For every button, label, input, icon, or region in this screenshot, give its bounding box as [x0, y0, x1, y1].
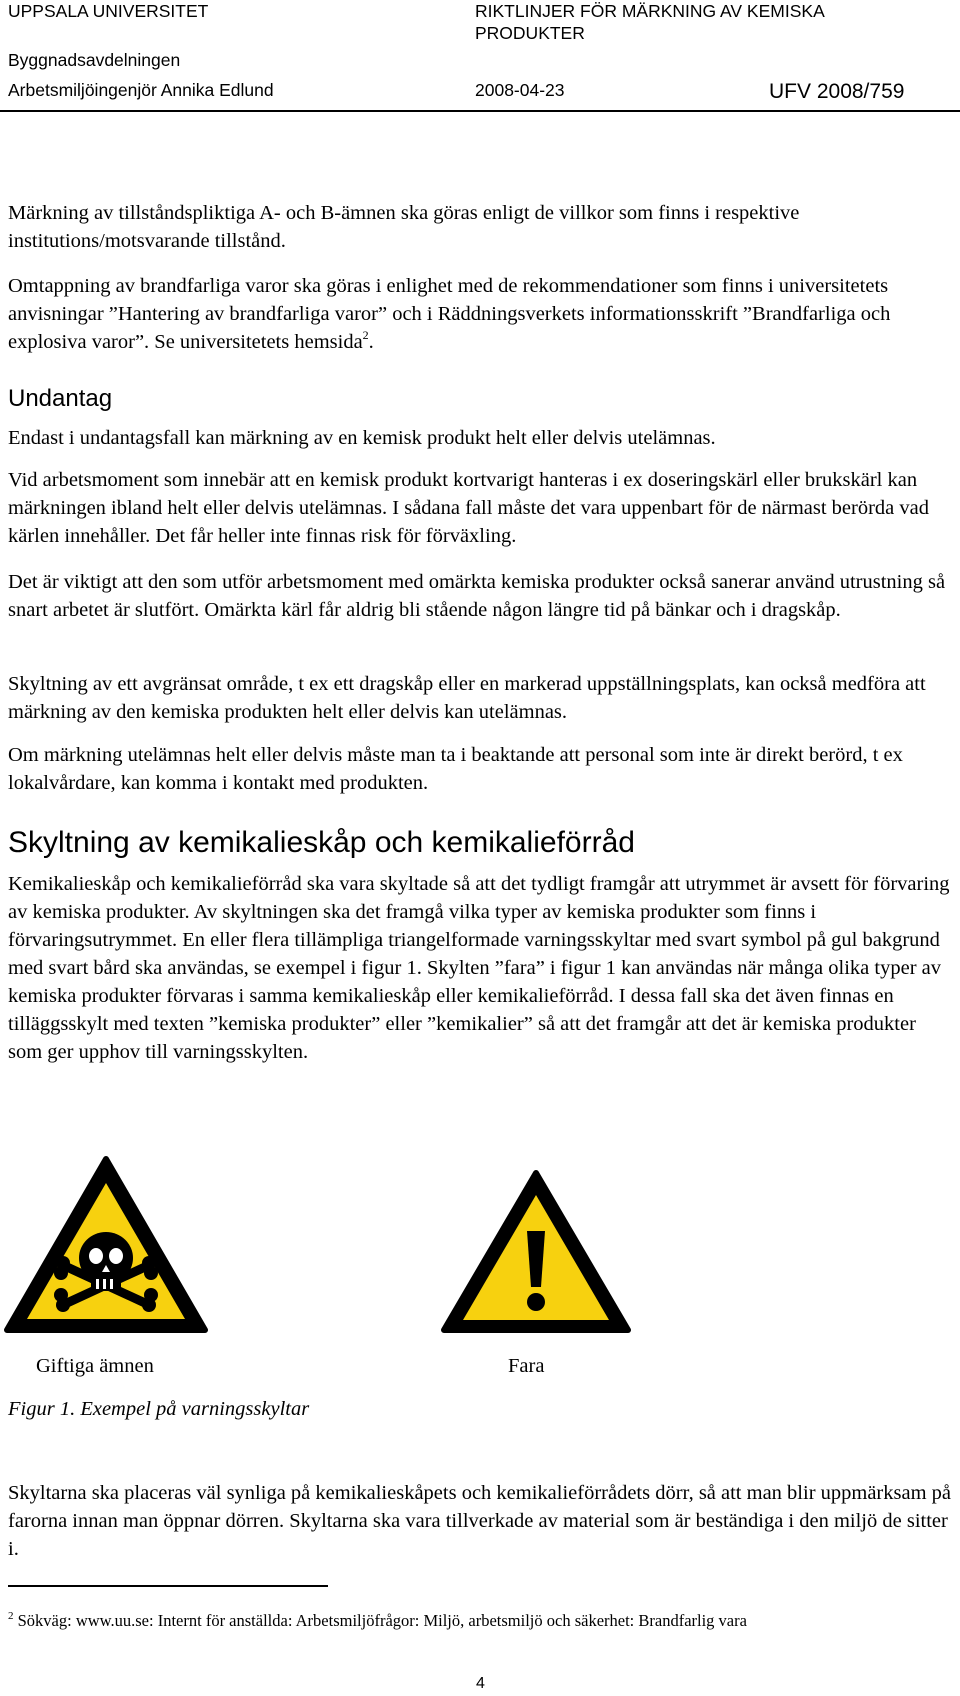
paragraph-omrade: Skyltning av ett avgränsat område, t ex ett dragskåp eller en markerad uppställningsplats, kan också medföra att märkning av den kemiska produkten helt eller delvis kan utelämnas. — [8, 673, 926, 723]
page-number: 4 — [476, 1675, 485, 1692]
sign-label-giftiga: Giftiga ämnen — [36, 1355, 154, 1377]
document-date: 2008-04-23 — [475, 80, 565, 100]
university-name: UPPSALA UNIVERSITET — [8, 1, 209, 21]
figure-caption: Figur 1. Exempel på varningsskyltar — [8, 1398, 310, 1420]
paragraph-placering: Skyltarna ska placeras väl synliga på kemikalieskåpets och kemikalieförrådets dörr, så att man blir uppmärksam på farorna innan man öppnar dörren. Skyltarna ska vara tillverkade av material som är beständiga i den miljö de sitter i. — [8, 1482, 952, 1560]
paragraph-omtappning — [8, 272, 954, 356]
footnote — [8, 1610, 747, 1632]
paragraph-kemikalieskap: Kemikalieskåp och kemikalieförråd ska vara skyltade så att det tydligt framgår att utrymmet är avsett för förvaring av kemiska produkter. Av skyltningen ska det framgå vilka typer av kemiska produkter som finns i förvaringsutrymmet. En eller flera tillämpliga triangelformade varningsskyltar med svart symbol på gul bakgrund med svart bård ska användas, se exempel i figur 1. Skylten ”fara” i figur 1 kan användas när många olika typer av kemiska produkter förvaras i samma kemikalieskåp eller kemikalieförråd. I dessa fall ska det även finnas en tilläggsskylt med texten ”kemiska produkter” eller ”kemikalier” så att det framgår att det är kemiska produkter som ger upphov till varningsskylten. — [8, 873, 950, 1063]
paragraph-tillstand: Märkning av tillståndspliktiga A- och B-ämnen ska göras enligt de villkor som finns i respektive institutions/motsvarande tillstånd. — [8, 202, 800, 252]
footnote-reference: 2 — [362, 328, 369, 342]
document-title: RIKTLINJER FÖR MÄRKNING AV KEMISKA PRODUKTER — [475, 1, 824, 43]
footnote-divider — [8, 1585, 328, 1587]
footnote-text: Sökväg: www.uu.se: Internt för anställda: Arbetsmiljöfrågor: Miljö, arbetsmiljö och säkerhet: Brandfarlig vara — [17, 1611, 747, 1630]
paragraph-arbetsmoment: Vid arbetsmoment som innebär att en kemisk produkt kortvarigt hanteras i ex doseringskärl eller brukskärl kan märkningen ibland helt eller delvis utelämnas. I sådana fall måste det vara uppenbart för de närmast berörda vad kärlen innehåller. Det får heller inte finnas risk för förväxling. — [8, 469, 930, 547]
header-divider — [0, 110, 960, 112]
heading-undantag: Undantag — [8, 385, 113, 412]
danger-warning-sign — [440, 1169, 632, 1335]
heading-skyltning: Skyltning av kemikalieskåp och kemikalieförråd — [8, 826, 635, 859]
paragraph-omtappning-end: . — [368, 331, 374, 353]
footnote-number: 2 — [8, 1610, 14, 1622]
poison-warning-sign — [3, 1155, 209, 1335]
paragraph-beaktande: Om märkning utelämnas helt eller delvis måste man ta i beaktande att personal som inte är direkt berörd, t ex lokalvårdare, kan komma i kontakt med produkten. — [8, 744, 903, 794]
document-reference: UFV 2008/759 — [769, 80, 905, 103]
author-name: Arbetsmiljöingenjör Annika Edlund — [8, 80, 274, 100]
paragraph-sanering: Det är viktigt att den som utför arbetsmoment med omärkta kemiska produkter också sanerar använd utrustning så snart arbetet är slutfört. Omärkta kärl får aldrig bli stående någon längre tid på bänkar och i dragskåp. — [8, 571, 946, 621]
paragraph-undantag: Endast i undantagsfall kan märkning av en kemisk produkt helt eller delvis utelämnas. — [8, 427, 716, 449]
sign-label-fara: Fara — [508, 1355, 545, 1377]
paragraph-omtappning-text: Omtappning av brandfarliga varor ska göras i enlighet med de rekommendationer som finns i universitetets anvisningar ”Hantering av brandfarliga varor” och i Räddningsverkets informationsskrift ”Brandfarliga och explosiva varor”. Se universitetets hemsida — [8, 275, 891, 353]
department-name: Byggnadsavdelningen — [8, 50, 181, 70]
